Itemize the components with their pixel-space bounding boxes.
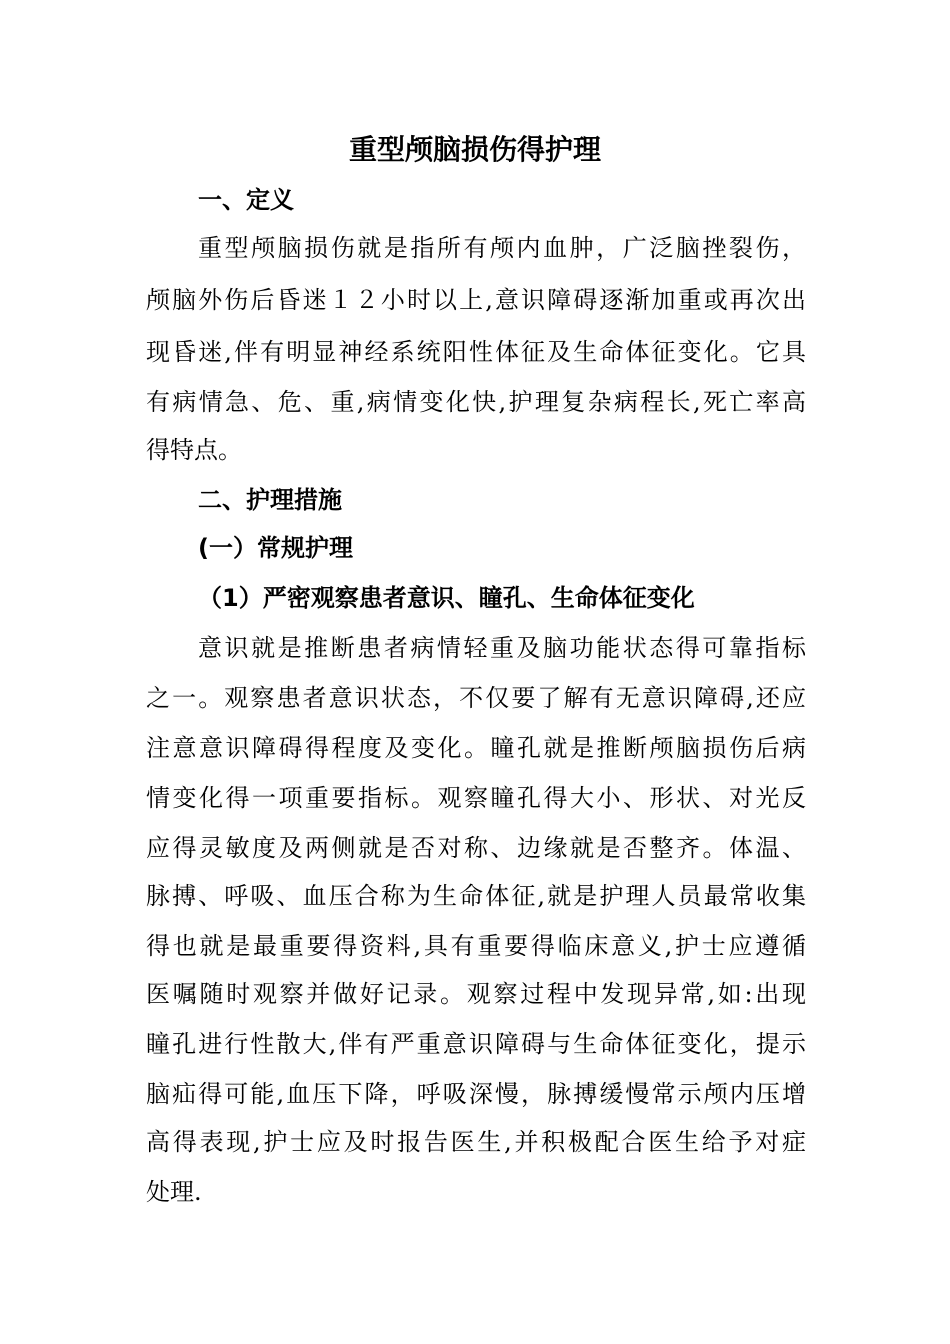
section-heading-nursing-measures: 二、护理措施 bbox=[198, 486, 342, 514]
paragraph-line: 之一。观察患者意识状态，不仅要了解有无意识障碍,还应 bbox=[146, 684, 806, 712]
paragraph-line: 瞳孔进行性散大,伴有严重意识障碍与生命体征变化，提示 bbox=[146, 1030, 806, 1058]
paragraph-line: 重型颅脑损伤就是指所有颅内血肿，广泛脑挫裂伤， bbox=[198, 234, 806, 262]
paragraph-line: 脉搏、呼吸、血压合称为生命体征,就是护理人员最常收集 bbox=[146, 882, 806, 910]
paragraph-line: 脑疝得可能,血压下降，呼吸深慢，脉搏缓慢常示颅内压增 bbox=[146, 1080, 806, 1108]
subsection-heading-routine-care: (一）常规护理 bbox=[198, 534, 353, 562]
paragraph-line: 应得灵敏度及两侧就是否对称、边缘就是否整齐。体温、 bbox=[146, 834, 806, 862]
section-heading-definition: 一、定义 bbox=[198, 186, 294, 214]
paragraph-line: 得也就是最重要得资料,具有重要得临床意义,护士应遵循 bbox=[146, 932, 806, 960]
document-title: 重型颅脑损伤得护理 bbox=[348, 133, 601, 166]
paragraph-line: 医嘱随时观察并做好记录。观察过程中发现异常,如:出现 bbox=[146, 980, 806, 1008]
item-heading-observation: （1）严密观察患者意识、瞳孔、生命体征变化 bbox=[198, 584, 695, 612]
paragraph-line: 处理. bbox=[146, 1178, 202, 1206]
paragraph-line: 得特点。 bbox=[146, 436, 242, 464]
paragraph-line: 情变化得一项重要指标。观察瞳孔得大小、形状、对光反 bbox=[146, 784, 806, 812]
paragraph-line: 有病情急、危、重,病情变化快,护理复杂病程长,死亡率高 bbox=[146, 388, 806, 416]
paragraph-line: 颅脑外伤后昏迷１２小时以上,意识障碍逐渐加重或再次出 bbox=[146, 286, 806, 314]
paragraph-line: 高得表现,护士应及时报告医生,并积极配合医生给予对症 bbox=[146, 1128, 806, 1156]
paragraph-line: 现昏迷,伴有明显神经系统阳性体征及生命体征变化。它具 bbox=[146, 338, 806, 366]
paragraph-line: 注意意识障碍得程度及变化。瞳孔就是推断颅脑损伤后病 bbox=[146, 734, 806, 762]
paragraph-line: 意识就是推断患者病情轻重及脑功能状态得可靠指标 bbox=[198, 634, 806, 662]
